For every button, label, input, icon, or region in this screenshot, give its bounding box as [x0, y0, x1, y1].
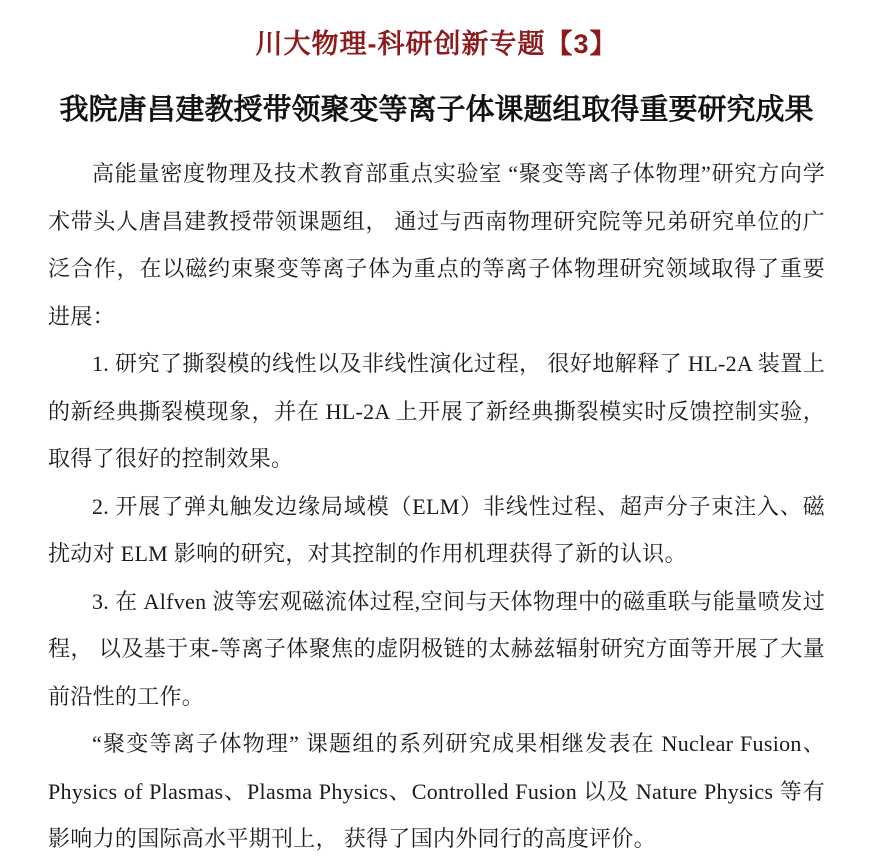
body-paragraph-item-2: 2. 开展了弹丸触发边缘局域模（ELM）非线性过程、超声分子束注入、磁扰动对 ELM 影响的研究，对其控制的作用机理获得了新的认识。	[48, 493, 825, 566]
article-body	[48, 150, 825, 856]
body-paragraph-intro: 高能量密度物理及技术教育部重点实验室 “聚变等离子体物理”研究方向学术带头人唐昌建教授带领课题组， 通过与西南物理研究院等兄弟研究单位的广泛合作，在以磁约束聚变等离子体为重点的等离子体物理研究领域取得了重要进展：	[48, 161, 825, 329]
body-paragraph-journals: “聚变等离子体物理” 课题组的系列研究成果相继发表在 Nuclear Fusion、Physics of Plasmas、Plasma Physics、Controlled Fusion 以及 Nature Physics 等有影响力的国际高水平期刊上， 获得了国内外同行的高度评价。	[48, 731, 825, 851]
article-title: 我院唐昌建教授带领聚变等离子体课题组取得重要研究成果	[59, 94, 814, 126]
body-paragraph-item-1: 1. 研究了撕裂模的线性以及非线性演化过程， 很好地解释了 HL-2A 装置上的新经典撕裂模现象，并在 HL-2A 上开展了新经典撕裂模实时反馈控制实验，取得了很好的控制效果。	[48, 351, 825, 471]
body-paragraph-item-3: 3. 在 Alfven 波等宏观磁流体过程,空间与天体物理中的磁重联与能量喷发过程， 以及基于束-等离子体聚焦的虚阴极链的太赫兹辐射研究方面等开展了大量前沿性的工作。	[48, 588, 825, 709]
series-title: 川大物理-科研创新专题【3】	[255, 29, 618, 59]
